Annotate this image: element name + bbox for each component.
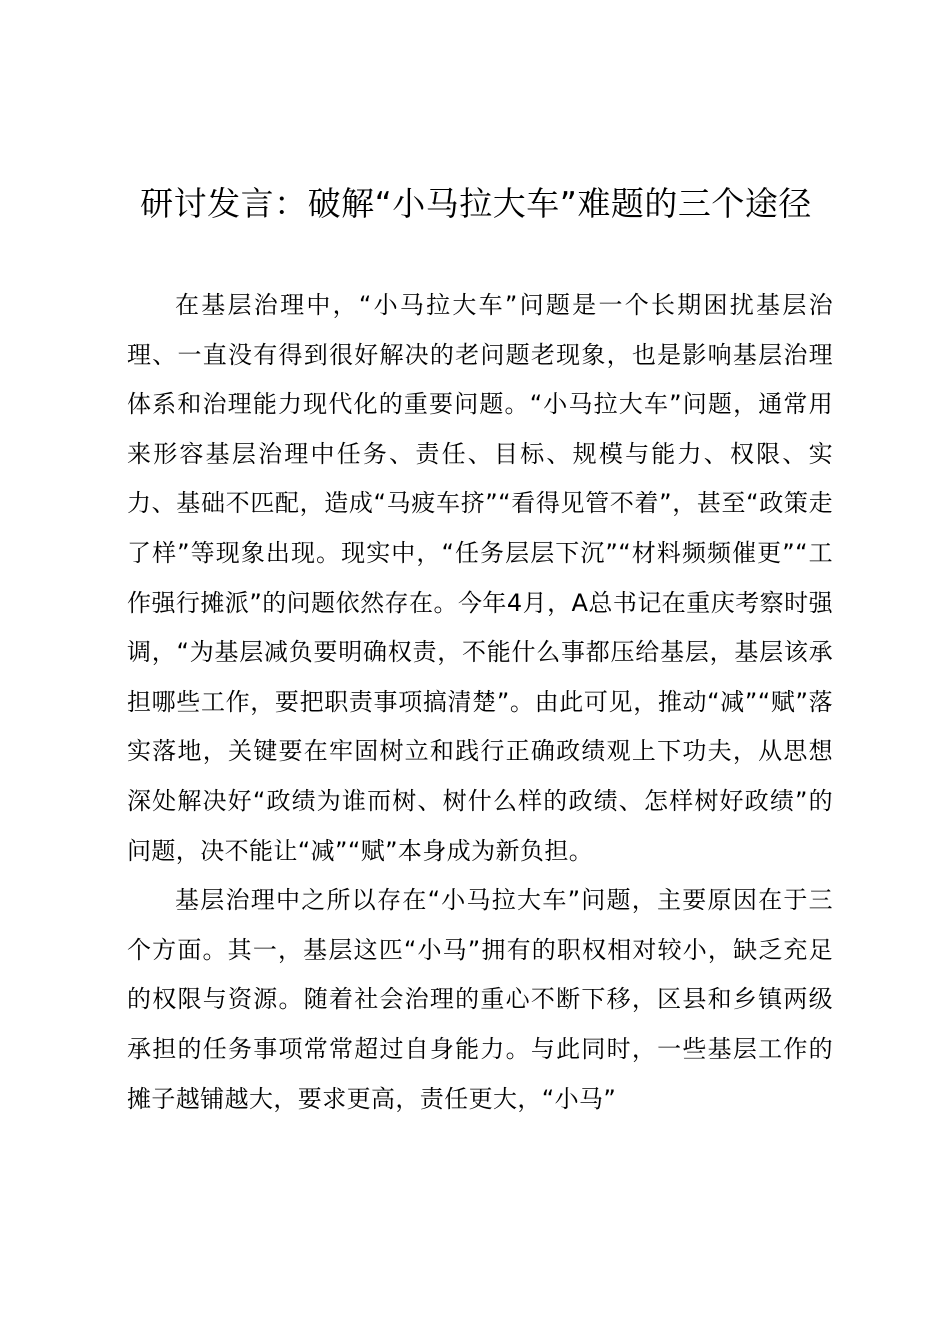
- paragraph-2: 基层治理中之所以存在“小马拉大车”问题，主要原因在于三个方面。其一，基层这匹“小马”拥有的职权相对较小，缺乏充足的权限与资源。随着社会治理的重心不断下移，区县和乡镇两级承担的任务事项常常超过自身能力。与此同时，一些基层工作的摊子越铺越大，要求更高，责任更大，“小马”: [127, 886, 833, 1113]
- paragraph-1: 在基层治理中，“小马拉大车”问题是一个长期困扰基层治理、一直没有得到很好解决的老问题老现象，也是影响基层治理体系和治理能力现代化的重要问题。“小马拉大车”问题，通常用来形容基层治理中任务、责任、目标、规模与能力、权限、实力、基础不匹配，造成“马疲车挤”“看得见管不着”，甚至“政策走了样”等现象出现。现实中，“任务层层下沉”“材料频频催更”“工作强行摊派”的问题依然存在。今年4月，A总书记在重庆考察时强调，“为基层减负要明确权责，不能什么事都压给基层，基层该承担哪些工作，要把职责事项搞清楚”。由此可见，推动“减”“赋”落实落地，关键要在牢固树立和践行正确政绩观上下功夫，从思想深处解决好“政绩为谁而树、树什么样的政绩、怎样树好政绩”的问题，决不能让“减”“赋”本身成为新负担。: [127, 291, 833, 865]
- document-body: [127, 281, 833, 1124]
- document-title: 研讨发言：破解“小马拉大车”难题的三个途径: [140, 184, 812, 223]
